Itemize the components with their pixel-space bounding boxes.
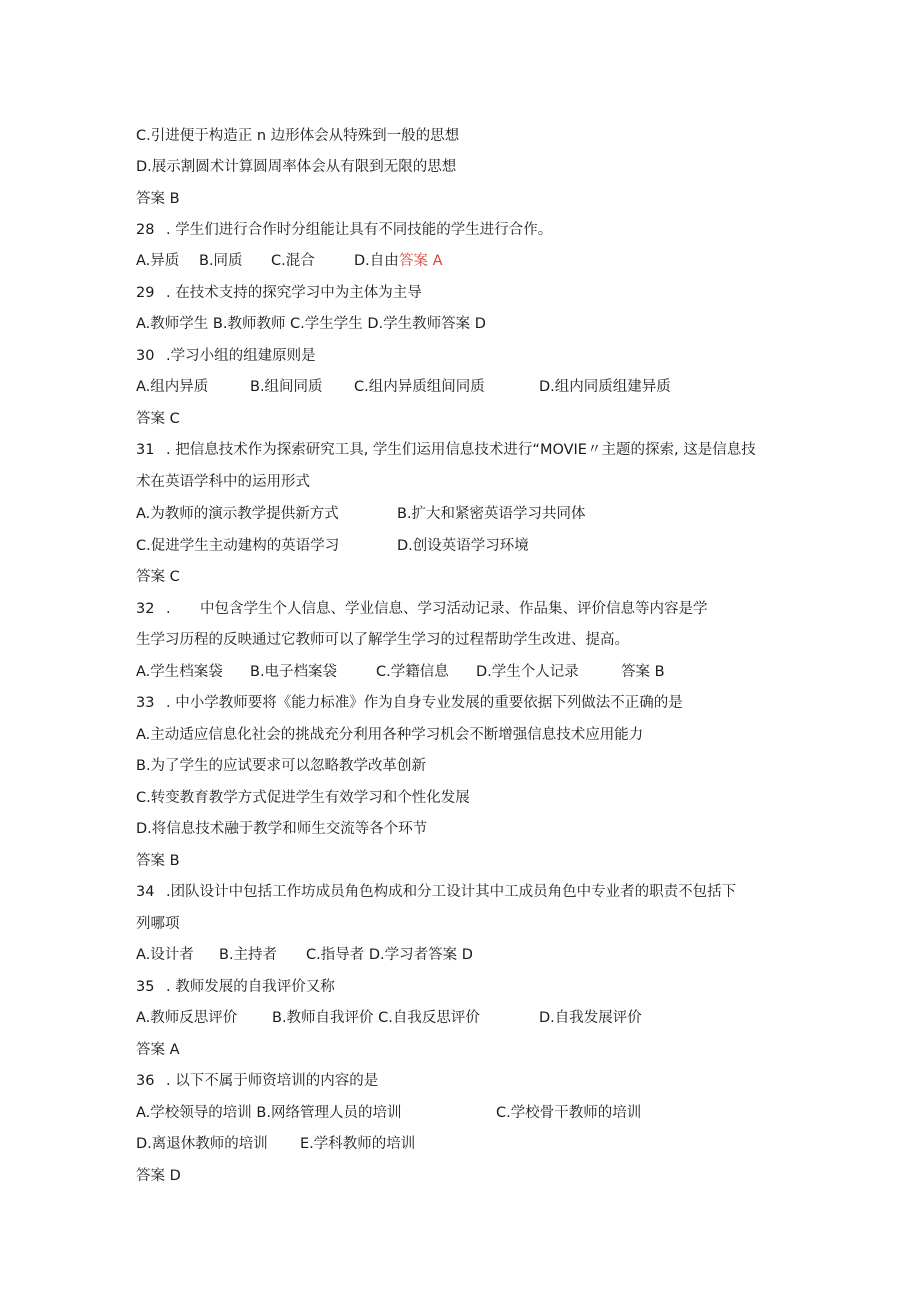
answer-text: 答案 A: [399, 253, 443, 269]
option-text: D.自我发展评价: [539, 1010, 642, 1026]
option-text: D.创设英语学习环境: [397, 538, 529, 554]
option-text: A.组内异质: [136, 379, 209, 395]
option-text: B.主持者: [219, 947, 278, 963]
option-text: B.电子档案袋: [250, 664, 338, 680]
line-text: . 中小学教师要将《能力标准》作为自身专业发展的重要依据下列做法不正确的是: [166, 695, 683, 711]
line-text: . 以下不属于师资培训的内容的是: [166, 1073, 379, 1089]
option-text: D.组内同质组建异质: [539, 379, 671, 395]
option-text: B.同质: [199, 253, 243, 269]
option-text: C.转变教育教学方式促进学生有效学习和个性化发展: [136, 790, 470, 806]
question-number: 29: [136, 285, 155, 301]
line-text: . 把信息技术作为探索研究工具, 学生们运用信息技术进行“MOVIE〃主题的探索, 这是信息技: [166, 442, 756, 458]
line-text: . 学生们进行合作时分组能让具有不同技能的学生进行合作。: [166, 222, 553, 238]
line-text: .学习小组的组建原则是: [166, 348, 316, 364]
answer-text: 答案 B: [136, 853, 180, 869]
option-text: A.教师学生 B.教师教师 C.学生学生 D.学生教师答案 D: [136, 316, 486, 332]
option-text: C.学校骨干教师的培训: [496, 1105, 642, 1121]
option-text: D.离退休教师的培训: [136, 1136, 268, 1152]
option-text: B.教师自我评价 C.自我反思评价: [272, 1010, 480, 1026]
option-text: D.展示割圆术计算圆周率体会从有限到无限的思想: [136, 159, 457, 175]
option-text: B.组间同质: [250, 379, 323, 395]
option-text: C.指导者 D.学习者答案 D: [306, 947, 473, 963]
line-text: 术在英语学科中的运用形式: [136, 474, 310, 490]
option-text: A.异质: [136, 253, 180, 269]
option-text: D.将信息技术融于教学和师生交流等各个环节: [136, 821, 428, 837]
option-text: D.自由: [354, 253, 399, 269]
question-number: 34: [136, 884, 155, 900]
answer-text: 答案 B: [621, 664, 665, 680]
option-text: E.学科教师的培训: [300, 1136, 416, 1152]
option-text: A.主动适应信息化社会的挑战充分利用各种学习机会不断增强信息技术应用能力: [136, 727, 644, 743]
option-text: A.学生档案袋: [136, 664, 223, 680]
question-number: 35: [136, 979, 155, 995]
option-text: C.学籍信息: [376, 664, 449, 680]
option-text: A.为教师的演示教学提供新方式: [136, 506, 339, 522]
option-text: C.促进学生主动建构的英语学习: [136, 538, 340, 554]
line-text: .: [166, 601, 171, 617]
option-text: C.引进便于构造正 n 边形体会从特殊到一般的思想: [136, 128, 460, 144]
option-text: D.学生个人记录: [476, 664, 579, 680]
line-text: . 在技术支持的探究学习中为主体为主导: [166, 285, 422, 301]
question-number: 30: [136, 348, 155, 364]
line-text: 生学习历程的反映通过它教师可以了解学生学习的过程帮助学生改进、提高。: [136, 632, 629, 648]
question-number: 31: [136, 442, 155, 458]
answer-text: 答案 C: [136, 411, 180, 427]
answer-text: 答案 B: [136, 191, 180, 207]
option-text: C.混合: [271, 253, 315, 269]
line-text: 列哪项: [136, 916, 180, 932]
option-text: B.为了学生的应试要求可以忽略教学改革创新: [136, 758, 427, 774]
answer-text: 答案 C: [136, 569, 180, 585]
answer-text: 答案 A: [136, 1042, 180, 1058]
option-text: C.组内异质组间同质: [354, 379, 485, 395]
line-text: . 教师发展的自我评价又称: [166, 979, 335, 995]
question-number: 33: [136, 695, 155, 711]
option-text: A.设计者: [136, 947, 194, 963]
option-text: B.扩大和紧密英语学习共同体: [397, 506, 586, 522]
option-text: A.教师反思评价: [136, 1010, 238, 1026]
option-text: A.学校领导的培训 B.网络管理人员的培训: [136, 1105, 402, 1121]
question-number: 28: [136, 222, 155, 238]
line-text: .团队设计中包括工作坊成员角色构成和分工设计其中工成员角色中专业者的职责不包括下: [166, 884, 737, 900]
question-number: 32: [136, 601, 155, 617]
question-number: 36: [136, 1073, 155, 1089]
answer-text: 答案 D: [136, 1168, 181, 1184]
line-text: 中包含学生个人信息、学业信息、学习活动记录、作品集、评价信息等内容是学: [200, 601, 708, 617]
